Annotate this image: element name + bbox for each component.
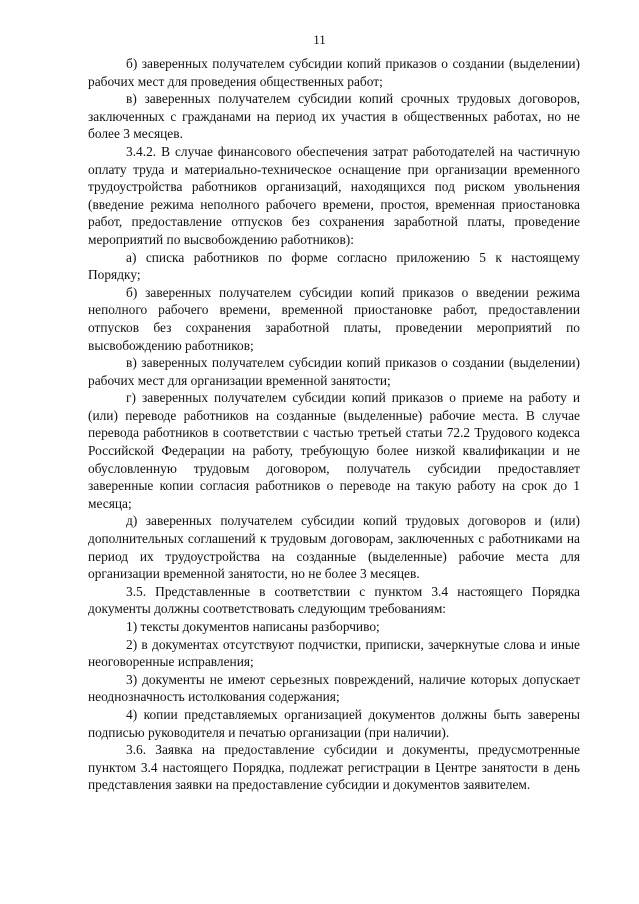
paragraph-item-b-public-works-orders: б) заверенных получателем субсидии копий приказов о создании (выделении) рабочих мест для проведения общественных работ; xyxy=(88,56,580,89)
requirement-1: 1) тексты документов написаны разборчиво; xyxy=(126,619,380,634)
paragraph-item-d-employment-contracts: д) заверенных получателем субсидии копий трудовых договоров и (или) дополнительных соглашений к трудовым договорам, заключенных с работниками на период их трудоустройства на созданные (выделенные) рабочие места для организации временной занятости, но не более 3 месяцев. xyxy=(88,513,580,582)
requirement-2: 2) в документах отсутствуют подчистки, приписки, зачеркнутые слова и иные неоговоренные исправления; xyxy=(88,636,580,670)
page-number: 11 xyxy=(313,32,326,47)
paragraph-3-6: 3.6. Заявка на предоставление субсидии и документы, предусмотренные пунктом 3.4 настоящего Порядка, подлежат регистрации в Центре занятости в день представления заявки на предоставление субсидии и документов заявителем. xyxy=(88,742,580,793)
paragraph-item-b-part-time-orders: б) заверенных получателем субсидии копий приказов о введении режима неполного рабочего времени, временной приостановке работ, предоставлении отпусков без сохранения заработной платы, проведении мероприятий по высвобождению работников; xyxy=(88,284,580,353)
paragraph-item-v-fixed-term-contracts: в) заверенных получателем субсидии копий срочных трудовых договоров, заключенных с гражданами на период их участия в общественных работах, но не более 3 месяцев. xyxy=(88,91,580,142)
requirement-3: 3) документы не имеют серьезных повреждений, наличие которых допускает неоднозначность истолкования содержания; xyxy=(88,671,580,705)
paragraph-3-4-2: 3.4.2. В случае финансового обеспечения затрат работодателей на частичную оплату труда и материально-техническое оснащение при организации временного трудоустройства работников организаций, находящихся под риском увольнения (введение режима неполного рабочего времени, простоя, временная приостановка работ, предоставление отпусков без сохранения заработной платы, проведение мероприятий по высвобождению работников): xyxy=(88,143,580,247)
requirement-4: 4) копии представляемых организацией документов должны быть заверены подписью руководителя и печатью организации (при наличии). xyxy=(88,706,580,740)
paragraph-item-g-hiring-orders: г) заверенных получателем субсидии копий приказов о приеме на работу и (или) переводе работников на созданные (выделенные) рабочие места. В случае перевода работников в соответствии с частью третьей статьи 72.2 Трудового кодекса Российской Федерации на работу, требующую более низкой квалификации и не обусловленную трудовым договором, получатель субсидии предоставляет заверенные копии согласия работников о переводе на такую работу на срок до 1 месяца; xyxy=(88,390,580,511)
paragraph-item-v-temporary-jobs-orders: в) заверенных получателем субсидии копий приказов о создании (выделении) рабочих мест для организации временной занятости; xyxy=(88,355,580,388)
paragraph-3-5: 3.5. Представленные в соответствии с пунктом 3.4 настоящего Порядка документы должны соответствовать следующим требованиям: xyxy=(88,583,580,617)
document-body xyxy=(88,55,580,794)
paragraph-item-a-employee-list: а) списка работников по форме согласно приложению 5 к настоящему Порядку; xyxy=(88,249,580,283)
